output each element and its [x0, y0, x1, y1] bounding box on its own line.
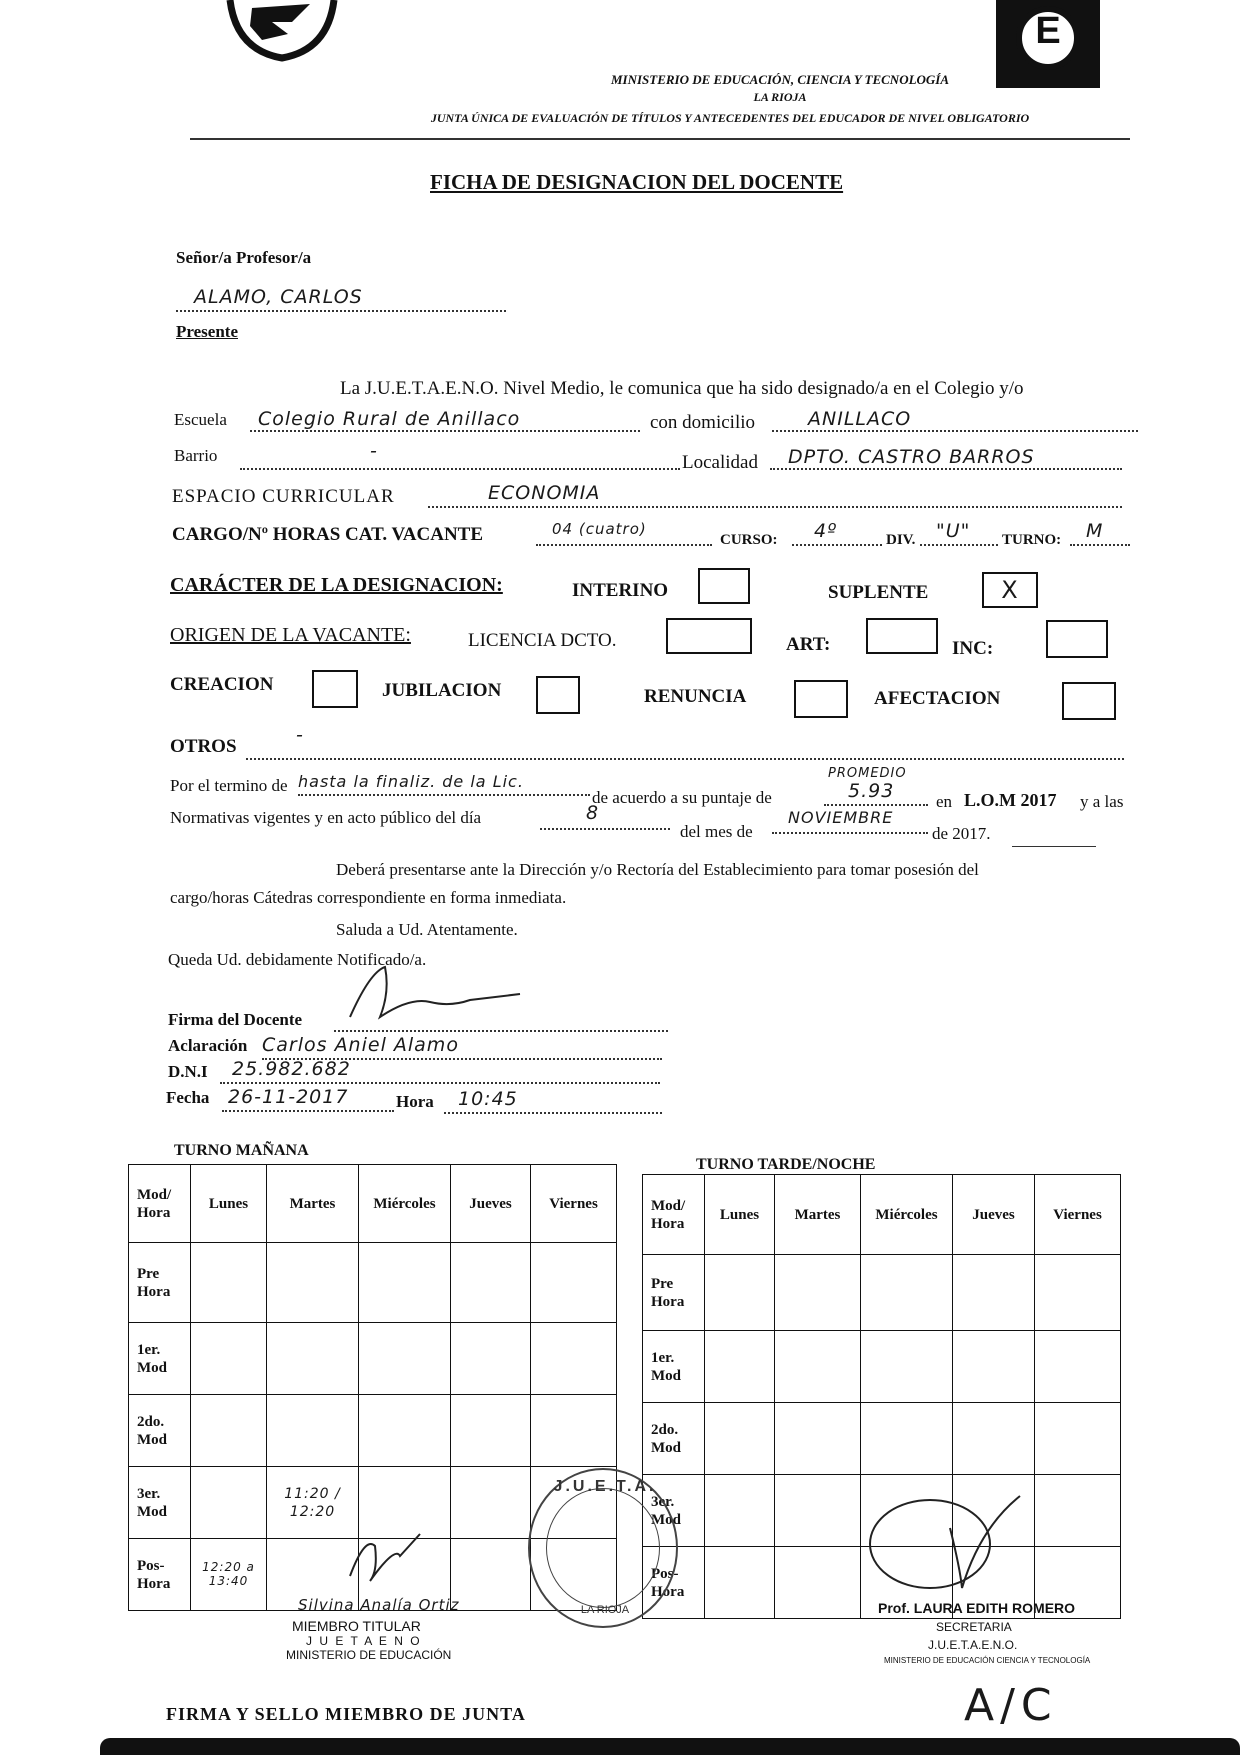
col-header: Martes: [267, 1165, 359, 1243]
row-header: Pos- Hora: [643, 1547, 705, 1619]
cargo-value: 04 (cuatro): [552, 520, 647, 538]
left-logo: [222, 0, 342, 64]
corner-note: A/C: [964, 1680, 1058, 1731]
table-row: [129, 1323, 617, 1395]
official-round-stamp: [528, 1468, 678, 1628]
addressee-name: ALAMO, CARLOS: [194, 286, 363, 308]
secretary-title: SECRETARIA: [936, 1620, 1012, 1634]
otros-value: -: [296, 724, 304, 746]
cell[interactable]: [359, 1243, 451, 1323]
cell[interactable]: [191, 1539, 267, 1611]
cell[interactable]: [531, 1243, 617, 1323]
otros-label: OTROS: [170, 736, 237, 757]
col-header: Lunes: [191, 1165, 267, 1243]
cell[interactable]: [775, 1255, 861, 1331]
div-value: "U": [936, 520, 971, 542]
aclaracion-value: Carlos Aniel Alamo: [262, 1034, 459, 1056]
col-header: Viernes: [1035, 1175, 1121, 1255]
cargo-label: CARGO/Nº HORAS CAT. VACANTE: [172, 524, 484, 545]
member-junta: J U E T A E N O: [306, 1634, 422, 1648]
promedio-note: PROMEDIO: [828, 766, 907, 781]
junta-name: JUNTA ÚNICA DE EVALUACIÓN DE TÍTULOS Y ANTECEDENTES DEL EDUCADOR DE NIVEL OBLIGATORIO: [430, 111, 1030, 125]
cell[interactable]: [191, 1243, 267, 1323]
header-rule: [190, 138, 1130, 140]
origen-label: ORIGEN DE LA VACANTE:: [170, 624, 411, 646]
cell[interactable]: [359, 1323, 451, 1395]
espacio-line: [428, 482, 1122, 508]
cell[interactable]: [267, 1243, 359, 1323]
renuncia-checkbox[interactable]: [794, 680, 848, 718]
notificado-text: Queda Ud. debidamente Notificado/a.: [168, 950, 427, 969]
row-header: 2do. Mod: [129, 1395, 191, 1467]
morning-shift-title: TURNO MAÑANA: [174, 1142, 309, 1159]
y-a-las-label: y a las: [1080, 792, 1124, 811]
licencia-label: LICENCIA DCTO.: [468, 630, 617, 651]
col-header: Lunes: [705, 1175, 775, 1255]
hora-label: Hora: [396, 1092, 434, 1111]
presentarse-paragraph-line1: Deberá presentarse ante la Dirección y/o Rectoría del Establecimiento para tomar posesión del: [336, 860, 979, 879]
otros-line: [246, 724, 1124, 760]
cell[interactable]: [531, 1323, 617, 1395]
document-title: FICHA DE DESIGNACION DEL DOCENTE: [430, 170, 844, 194]
cell[interactable]: [953, 1403, 1035, 1475]
cell[interactable]: [451, 1539, 531, 1611]
addressee-label: Señor/a Profesor/a: [176, 248, 312, 267]
table-row: [643, 1403, 1121, 1475]
table-row: [129, 1395, 617, 1467]
aclaracion-label: Aclaración: [168, 1036, 248, 1055]
lom-label: L.O.M 2017: [964, 790, 1057, 810]
cell[interactable]: [451, 1395, 531, 1467]
creacion-label: CREACION: [170, 674, 274, 695]
de-anio-label: de 2017.: [932, 824, 991, 843]
presentarse-paragraph-line2: cargo/horas Cátedras correspondiente en forma inmediata.: [170, 888, 567, 907]
cell[interactable]: [1035, 1475, 1121, 1547]
col-header: Jueves: [451, 1165, 531, 1243]
secretary-junta: J.U.E.T.A.E.N.O.: [928, 1638, 1018, 1652]
row-header: 3er. Mod: [129, 1467, 191, 1539]
row-header: 1er. Mod: [643, 1331, 705, 1403]
art-checkbox[interactable]: [866, 618, 938, 654]
saluda-text: Saluda a Ud. Atentamente.: [336, 920, 518, 939]
col-header: Jueves: [953, 1175, 1035, 1255]
cell[interactable]: [267, 1395, 359, 1467]
row-header: 2do. Mod: [643, 1403, 705, 1475]
en-label: en: [936, 792, 953, 811]
turno-label: TURNO:: [1002, 532, 1062, 548]
barrio-label: Barrio: [174, 446, 218, 465]
suplente-mark: X: [1001, 576, 1019, 604]
espacio-value: ECONOMIA: [488, 482, 601, 504]
termino-line: [298, 772, 590, 796]
table-header-row: [129, 1165, 617, 1243]
cell[interactable]: [705, 1331, 775, 1403]
suplente-checkbox[interactable]: [982, 572, 1038, 608]
fecha-value: 26-11-2017: [228, 1086, 349, 1108]
addressee-name-line: [176, 286, 506, 312]
jubilacion-label: JUBILACION: [382, 680, 502, 701]
cell[interactable]: [953, 1255, 1035, 1331]
col-header: Mod/ Hora: [129, 1165, 191, 1243]
dni-line: [220, 1058, 660, 1084]
licencia-checkbox[interactable]: [666, 618, 752, 654]
row-header: 3er. Mod: [643, 1475, 705, 1547]
cell[interactable]: [1035, 1331, 1121, 1403]
escuela-label: Escuela: [174, 410, 227, 429]
logo-letter: E: [1035, 10, 1061, 52]
table-row: [643, 1331, 1121, 1403]
row-header: 1er. Mod: [129, 1323, 191, 1395]
cell[interactable]: [191, 1323, 267, 1395]
cargo-line: [536, 520, 712, 546]
domicilio-label: con domicilio: [650, 412, 756, 433]
turno-line: [1070, 520, 1130, 546]
cell[interactable]: [775, 1547, 861, 1619]
puntaje-line: [824, 782, 928, 806]
member-signature: [340, 1526, 430, 1586]
espacio-label: ESPACIO CURRICULAR: [172, 486, 395, 507]
footer-dark-band: [100, 1738, 1240, 1755]
cell[interactable]: [451, 1243, 531, 1323]
cell[interactable]: [861, 1331, 953, 1403]
dni-value: 25.982.682: [232, 1058, 351, 1080]
intro-text: La J.U.E.T.A.E.N.O. Nivel Medio, le comunica que ha sido designado/a en el Colegio y/o: [340, 378, 1024, 399]
firma-label: Firma del Docente: [168, 1010, 303, 1029]
table-row: [643, 1255, 1121, 1331]
evening-shift-title: TURNO TARDE/NOCHE: [696, 1156, 876, 1173]
cell[interactable]: [531, 1395, 617, 1467]
cell[interactable]: [705, 1255, 775, 1331]
cell[interactable]: [861, 1403, 953, 1475]
cell[interactable]: [267, 1323, 359, 1395]
martes-3er-entry: 11:20 / 12:20: [284, 1485, 341, 1520]
cell[interactable]: [775, 1403, 861, 1475]
domicilio-line: [772, 408, 1138, 432]
dia-value: 8: [586, 802, 600, 824]
interino-checkbox[interactable]: [698, 568, 750, 604]
localidad-value: DPTO. CASTRO BARROS: [788, 446, 1035, 468]
secretary-ministry: MINISTERIO DE EDUCACIÓN CIENCIA Y TECNOLOGÍA: [884, 1656, 1091, 1665]
dni-label: D.N.I: [168, 1062, 208, 1081]
cell[interactable]: [705, 1475, 775, 1547]
barrio-value: -: [370, 440, 378, 462]
div-line: [920, 520, 998, 546]
mes-value: NOVIEMBRE: [788, 808, 894, 827]
afectacion-label: AFECTACION: [874, 688, 1001, 709]
jubilacion-checkbox[interactable]: [536, 676, 580, 714]
hora-line: [444, 1088, 662, 1114]
curso-label: CURSO:: [720, 532, 778, 548]
localidad-label: Localidad: [682, 452, 758, 473]
turno-value: M: [1086, 520, 1104, 542]
footer-text: FIRMA Y SELLO MIEMBRO DE JUNTA: [166, 1704, 526, 1724]
col-header: Miércoles: [861, 1175, 953, 1255]
creacion-checkbox[interactable]: [312, 670, 358, 708]
province-name: LA RIOJA: [753, 90, 807, 104]
cell[interactable]: [191, 1467, 267, 1539]
stamp-inner-ring: [546, 1488, 660, 1608]
member-ministry: MINISTERIO DE EDUCACIÓN: [286, 1648, 452, 1662]
stamp-bottom-text: LA RIOJA: [580, 1604, 630, 1616]
inc-checkbox[interactable]: [1046, 620, 1108, 658]
del-mes-label: del mes de: [680, 822, 753, 841]
domicilio-value: ANILLACO: [808, 408, 912, 430]
escuela-value: Colegio Rural de Anillaco: [258, 408, 521, 430]
aclaracion-line: [262, 1034, 662, 1060]
cell[interactable]: [775, 1475, 861, 1547]
afectacion-checkbox[interactable]: [1062, 682, 1116, 720]
secretary-signature: [860, 1488, 1030, 1598]
barrio-line: [240, 440, 680, 470]
cell[interactable]: [451, 1323, 531, 1395]
renuncia-label: RENUNCIA: [644, 686, 747, 707]
cell[interactable]: [861, 1255, 953, 1331]
cell[interactable]: [705, 1547, 775, 1619]
de-anio-underline: [1012, 846, 1096, 847]
row-header: Pre Hora: [643, 1255, 705, 1331]
col-header: Miércoles: [359, 1165, 451, 1243]
localidad-line: [770, 446, 1122, 470]
cell[interactable]: [451, 1467, 531, 1539]
interino-label: INTERINO: [572, 580, 669, 601]
cell[interactable]: [953, 1331, 1035, 1403]
member-name: Silvina Analía Ortiz: [298, 1596, 460, 1614]
row-header: Pre Hora: [129, 1243, 191, 1323]
por-termino-label: Por el termino de: [170, 776, 288, 795]
escuela-line: [250, 408, 640, 432]
fecha-line: [222, 1086, 394, 1112]
member-title: MIEMBRO TITULAR: [292, 1618, 421, 1634]
puntaje-value: 5.93: [848, 780, 895, 802]
hora-value: 10:45: [458, 1088, 518, 1110]
art-label: ART:: [786, 634, 831, 655]
lunes-pos-entry: 12:20 a 13:40: [202, 1560, 255, 1588]
mes-line: [772, 808, 928, 834]
presente-label: Presente: [176, 322, 238, 341]
cell[interactable]: [1035, 1255, 1121, 1331]
col-header: Mod/ Hora: [643, 1175, 705, 1255]
table-header-row: [643, 1175, 1121, 1255]
caracter-label: CARÁCTER DE LA DESIGNACION:: [170, 574, 503, 596]
normativas-label: Normativas vigentes y en acto público del día: [170, 808, 482, 827]
div-label: DIV.: [886, 532, 916, 548]
fecha-label: Fecha: [166, 1088, 210, 1107]
col-header: Martes: [775, 1175, 861, 1255]
dia-line: [540, 802, 670, 830]
cell[interactable]: [359, 1395, 451, 1467]
termino-value: hasta la finaliz. de la Lic.: [298, 772, 524, 791]
curso-value: 4º: [814, 520, 838, 542]
stamp-text: J.U.E.T.A.: [553, 1478, 657, 1495]
cell[interactable]: [1035, 1403, 1121, 1475]
secretary-name: Prof. LAURA EDITH ROMERO: [878, 1600, 1076, 1616]
cell[interactable]: [775, 1331, 861, 1403]
col-header: Viernes: [531, 1165, 617, 1243]
acuerdo-label: de acuerdo a su puntaje de: [592, 788, 772, 807]
cell[interactable]: [191, 1395, 267, 1467]
table-row: [129, 1243, 617, 1323]
docente-signature: [340, 962, 540, 1032]
inc-label: INC:: [952, 638, 994, 659]
curso-line: [792, 520, 882, 546]
ministry-name: MINISTERIO DE EDUCACIÓN, CIENCIA Y TECNOLOGÍA: [610, 72, 950, 87]
cell[interactable]: [705, 1403, 775, 1475]
suplente-label: SUPLENTE: [828, 582, 929, 603]
row-header: Pos- Hora: [129, 1539, 191, 1611]
